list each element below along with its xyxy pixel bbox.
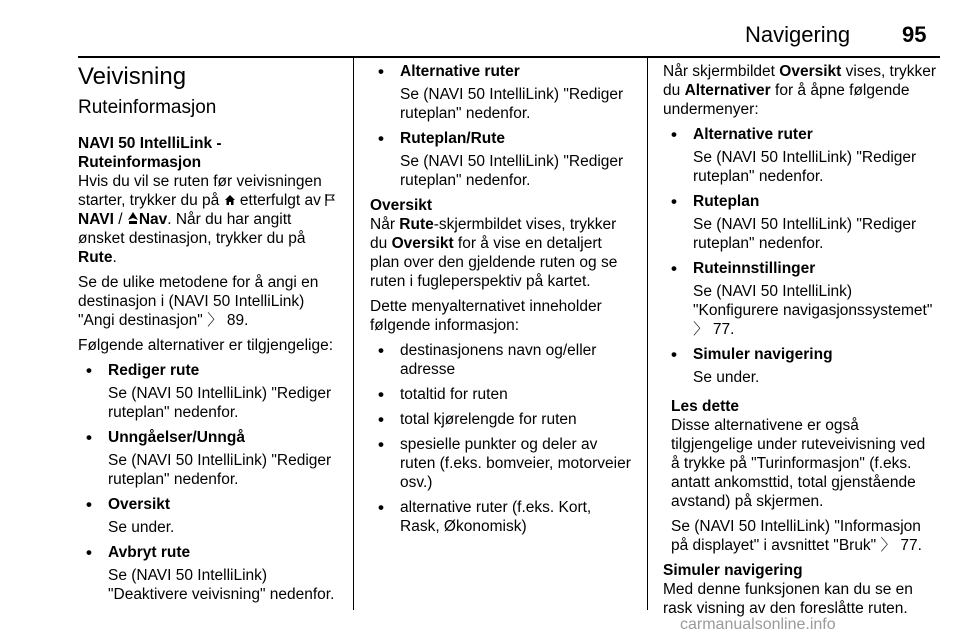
route-options-list (370, 62, 634, 190)
info-list (370, 341, 634, 536)
list-item: • Avbryt rute Se (NAVI 50 IntelliLink) "Deaktivere veivisning" nedenfor. (78, 543, 342, 604)
list-item: • Ruteplan/Rute Se (NAVI 50 IntelliLink) "Rediger ruteplan" nedenfor. (370, 129, 634, 190)
list-item: • destinasjonens navn og/eller adresse (370, 341, 634, 379)
column-2 (370, 62, 634, 542)
list-item: • total kjørelengde for ruten (370, 410, 634, 429)
list-item: • Alternative ruter Se (NAVI 50 IntelliLink) "Rediger ruteplan" nedenfor. (663, 125, 938, 186)
car-icon (127, 212, 139, 225)
page-ref-icon: 〉 (207, 312, 223, 329)
column-1 (78, 62, 342, 610)
page-ref-icon: 〉 (693, 321, 709, 338)
list-item: • Simuler navigering Se under. (663, 345, 938, 387)
overview-paragraph: Når Rute-skjermbildet vises, trykker du Oversikt for å vise en detaljert plan over den gjeldende ruten og se ruten i fugleperspektiv på kartet. (370, 216, 618, 290)
note-title: Les dette (671, 398, 740, 415)
list-item: • Ruteinnstillinger Se (NAVI 50 IntelliLink) "Konfigurere navigasjonssystemet" 〉 77. (663, 259, 938, 339)
list-item: • Rediger rute Se (NAVI 50 IntelliLink) "Rediger ruteplan" nedenfor. (78, 361, 342, 422)
list-item: • alternative ruter (f.eks. Kort, Rask, Økonomisk) (370, 498, 634, 536)
section-heading: Veivisning (78, 63, 187, 90)
topic-title: NAVI 50 IntelliLink - Ruteinformasjon (78, 135, 222, 171)
page-ref-icon: 〉 (880, 537, 897, 554)
topic-title: Oversikt (370, 197, 433, 214)
header-rule (78, 56, 940, 58)
note-paragraph: Disse alternativene er også tilgjengelige under ruteveivisning ved å trykke på "Turinformasjon" (f.eks. antatt ankomsttid, total gjenstående avstand) på skjermen. (671, 417, 926, 510)
list-item: • Oversikt Se under. (78, 495, 342, 537)
list-item: • totaltid for ruten (370, 385, 634, 404)
running-header-title: Navigering (745, 22, 851, 47)
options-intro: Følgende alternativer er tilgjengelige: (78, 337, 334, 354)
destination-paragraph: Se de ulike metodene for å angi en destinasjon i (NAVI 50 IntelliLink) "Angi destinasjon" 〉 89. (78, 274, 319, 329)
subsection-heading: Ruteinformasjon (78, 97, 217, 118)
simulate-paragraph: Med denne funksjonen kan du se en rask visning av den foreslåtte ruten. (663, 581, 913, 617)
flag-icon (325, 194, 335, 206)
options-list (78, 361, 342, 604)
note-paragraph-ref: Se (NAVI 50 IntelliLink) "Informasjon på displayet" i avsnittet "Bruk" 〉 77. (671, 518, 922, 554)
submenu-intro: Når skjermbildet Oversikt vises, trykker du Alternativer for å åpne følgende undermenyer: (663, 63, 937, 118)
submenu-list (663, 125, 938, 387)
note-box (671, 397, 938, 555)
list-item: • Alternative ruter Se (NAVI 50 IntelliLink) "Rediger ruteplan" nedenfor. (370, 62, 634, 123)
page-number: 95 (902, 22, 927, 47)
watermark: carmanualsonline.info (680, 616, 836, 633)
home-icon (224, 194, 236, 206)
list-item: • spesielle punkter og deler av ruten (f.eks. bomveier, motorveier osv.) (370, 435, 634, 492)
info-intro: Dette menyalternativet inneholder følgende informasjon: (370, 298, 602, 334)
intro-paragraph: Hvis du vil se ruten før veivisningen starter, trykker du på etterfulgt av NAVI / Nav. Når du har angitt ønsket destinasjon, trykker du på Rute. (78, 172, 342, 267)
column-3 (663, 62, 938, 624)
column-divider-2 (647, 58, 648, 610)
list-item: • Ruteplan Se (NAVI 50 IntelliLink) "Rediger ruteplan" nedenfor. (663, 192, 938, 253)
list-item: • Unngåelser/Unngå Se (NAVI 50 IntelliLink) "Rediger ruteplan" nedenfor. (78, 428, 342, 489)
topic-title: Simuler navigering (663, 562, 803, 579)
column-divider-1 (353, 58, 354, 610)
